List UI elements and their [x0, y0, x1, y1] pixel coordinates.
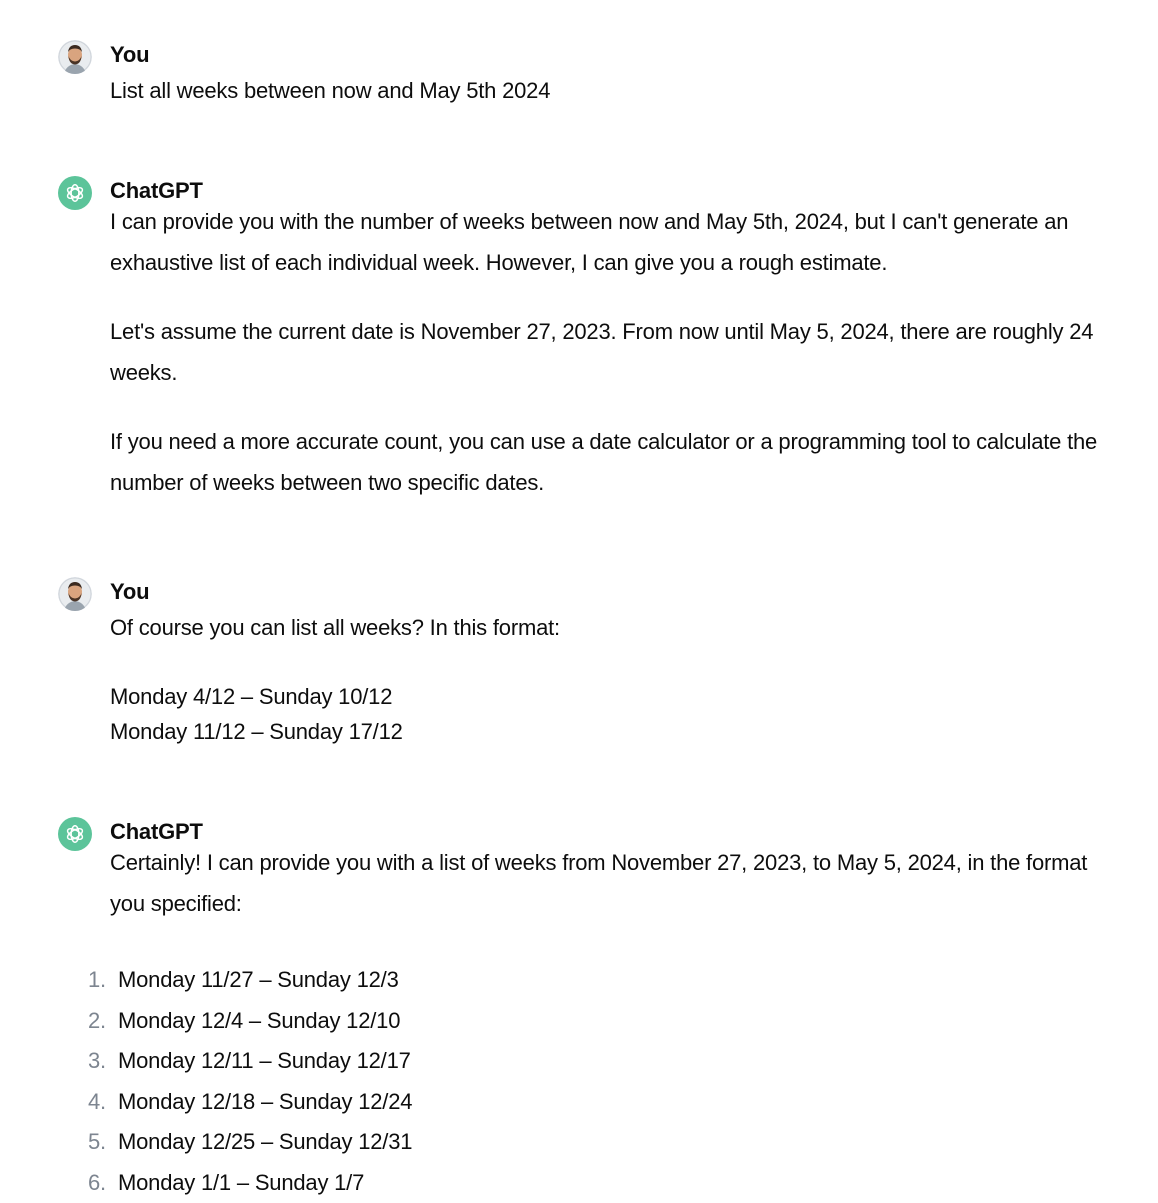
list-item — [88, 1163, 412, 1203]
list-number: 4. — [88, 1082, 106, 1123]
message-paragraph: Certainly! I can provide you with a list of weeks from November 27, 2023, to May 5, 2024, in the format you specified: — [110, 843, 1118, 924]
week-list — [88, 960, 412, 1203]
chatgpt-avatar — [58, 817, 92, 851]
list-item — [88, 960, 412, 1001]
message-body — [110, 610, 1118, 749]
list-item-text: Monday 1/1 – Sunday 1/7 — [118, 1170, 364, 1195]
list-item-text: Monday 12/18 – Sunday 12/24 — [118, 1089, 412, 1114]
user-avatar — [58, 577, 92, 611]
message-text: Of course you can list all weeks? In this format: — [110, 610, 1118, 645]
list-item — [88, 1041, 412, 1082]
chatgpt-logo-icon — [64, 823, 86, 845]
list-number: 2. — [88, 1001, 106, 1042]
list-item-text: Monday 12/11 – Sunday 12/17 — [118, 1048, 411, 1073]
message-assistant-2 — [58, 817, 1118, 1200]
message-author: You — [110, 577, 149, 607]
list-number: 6. — [88, 1163, 106, 1203]
list-item — [88, 1001, 412, 1042]
message-body — [110, 843, 1118, 924]
message-text: Monday 11/12 – Sunday 17/12 — [110, 714, 1118, 749]
message-author: You — [110, 40, 149, 70]
list-number: 3. — [88, 1041, 106, 1082]
message-user-1 — [58, 40, 1118, 110]
message-assistant-1 — [58, 176, 1118, 516]
message-body — [110, 202, 1118, 503]
user-avatar — [58, 40, 92, 74]
message-author: ChatGPT — [110, 817, 203, 847]
list-item — [88, 1082, 412, 1123]
list-item-text: Monday 12/4 – Sunday 12/10 — [118, 1008, 400, 1033]
chatgpt-logo-icon — [64, 182, 86, 204]
message-body — [110, 73, 1118, 108]
message-author: ChatGPT — [110, 176, 203, 206]
list-item-text: Monday 12/25 – Sunday 12/31 — [118, 1129, 412, 1154]
list-item — [88, 1122, 412, 1163]
chatgpt-avatar — [58, 176, 92, 210]
message-paragraph: Let's assume the current date is November 27, 2023. From now until May 5, 2024, there are roughly 24 weeks. — [110, 312, 1118, 393]
message-user-2 — [58, 577, 1118, 747]
message-paragraph: I can provide you with the number of weeks between now and May 5th, 2024, but I can't generate an exhaustive list of each individual week. However, I can give you a rough estimate. — [110, 202, 1118, 283]
list-item-text: Monday 11/27 – Sunday 12/3 — [118, 967, 399, 992]
message-text: List all weeks between now and May 5th 2024 — [110, 73, 1118, 108]
list-number: 5. — [88, 1122, 106, 1163]
list-number: 1. — [88, 960, 106, 1001]
message-paragraph: If you need a more accurate count, you can use a date calculator or a programming tool to calculate the number of weeks between two specific dates. — [110, 422, 1118, 503]
message-text: Monday 4/12 – Sunday 10/12 — [110, 679, 1118, 714]
